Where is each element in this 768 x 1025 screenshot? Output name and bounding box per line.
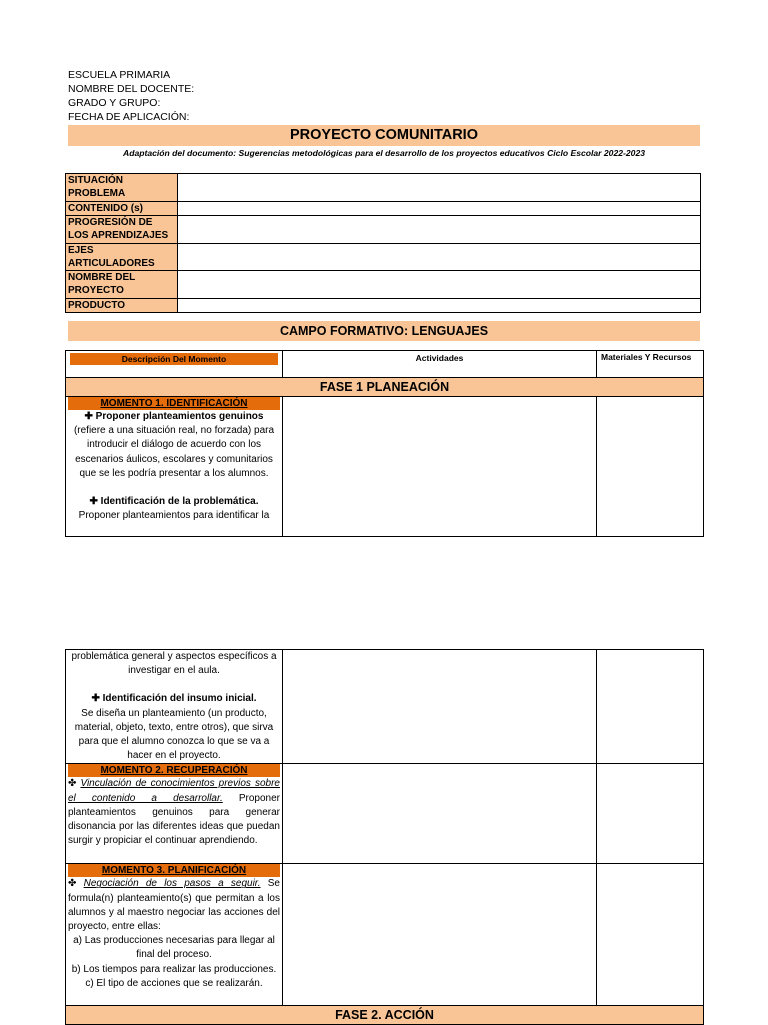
bullet-icon: ✚ [84,411,96,422]
info-label: NOMBRE DEL PROYECTO [66,271,178,299]
bullet1-title: Proponer planteamientos genuinos [95,411,264,422]
bullet3-text: Se diseña un planteamiento (un producto, material, objeto, texto, entre otros), que sirva para que el alumno conozca lo que se va a hacer en el proyecto. [74,707,274,762]
planning-table-bottom [65,649,704,1025]
info-value-cell[interactable] [178,299,701,313]
momento-3-lead: Negociación de los pasos a seguir. [83,878,261,890]
momento-2-activities-cell[interactable] [283,764,597,864]
info-value-cell[interactable] [178,244,701,271]
desc-header-label: Descripción Del Momento [70,353,278,365]
project-info-table [65,173,701,313]
momento-1-materials-cell[interactable] [597,397,704,537]
momento-2-desc [66,764,283,864]
momento-1-desc-continued [66,650,283,764]
page-subtitle: Adaptación del documento: Sugerencias metodológicas para el desarrollo de los proyectos educativos Ciclo Escolar 2022-2023 [123,148,645,158]
school-label: ESCUELA PRIMARIA [68,69,171,81]
momento-3-item-b: b) Los tiempos para realizar las producciones. [71,963,277,975]
momento-1-activities-cell[interactable] [283,397,597,537]
info-label: EJES ARTICULADORES [66,244,178,271]
info-value-cell[interactable] [178,216,701,244]
momento-3-item-c: c) El tipo de acciones que se realizarán. [85,977,263,989]
momento-3-text: Se formula(n) planteamiento(s) que permitan a los alumnos y al maestro negociar las acciones del proyecto, entre ellas: [68,878,280,933]
bullet3-title: Identificación del insumo inicial. [102,693,257,705]
bullet-icon: ✤ [68,878,84,890]
page-title: PROYECTO COMUNITARIO [68,125,700,146]
momento-2-heading: MOMENTO 2. RECUPERACIÓN [68,764,280,777]
momento-1-materials-continued[interactable] [597,650,704,764]
bullet2-text-a: Proponer planteamientos para identificar la [78,510,270,522]
info-value-cell[interactable] [178,271,701,299]
bullet-icon: ✤ [68,778,81,790]
momento-3-activities-cell[interactable] [283,864,597,1006]
momento-2-lead: Vinculación de conocimientos previos sobre el contenido a desarrollar. [68,778,280,804]
campo-formativo-title: CAMPO FORMATIVO: LENGUAJES [68,321,700,341]
column-header-desc [66,351,283,378]
grade-label: GRADO Y GRUPO: [68,97,161,109]
momento-3-desc [66,864,283,1006]
bullet-icon: ✚ [89,496,101,508]
phase-1-header: FASE 1 PLANEACIÓN [66,378,704,397]
momento-3-item-a: a) Las producciones necesarias para llegar al final del proceso. [73,935,275,961]
info-label: PRODUCTO [66,299,178,313]
column-header-materials: Materiales Y Recursos [597,351,704,378]
momento-3-heading: MOMENTO 3. PLANIFICACIÓN [68,864,280,877]
bullet1-text: (refiere a una situación real, no forzada) para introducir el diálogo de acuerdo con los escenarios áulicos, escolares y comunitarios que se les podría presentar a los alumnos. [73,425,275,479]
phase-2-header: FASE 2. ACCIÓN [66,1006,704,1025]
momento-2-text: Proponer planteamientos genuinos para generar disonancia por las diferentes ideas que puedan surgir y propiciar el continuar aprendiendo. [68,792,280,847]
info-label: CONTENIDO (s) [66,202,178,216]
info-value-cell[interactable] [178,202,701,216]
bullet2-title: Identificación de la problemática. [100,496,259,508]
momento-1-heading: MOMENTO 1. IDENTIFICACIÓN [68,397,280,410]
momento-3-materials-cell[interactable] [597,864,704,1006]
momento-1-activities-continued[interactable] [283,650,597,764]
bullet2-text-b: problemática general y aspectos específicos a investigar en el aula. [71,651,277,677]
info-value-cell[interactable] [178,174,701,202]
bullet-icon: ✚ [91,693,103,705]
info-label: SITUACIÓN PROBLEMA [66,174,178,202]
info-label: PROGRESIÓN DE LOS APRENDIZAJES [66,216,178,244]
date-label: FECHA DE APLICACIÓN: [68,111,190,123]
momento-1-desc [66,397,283,537]
momento-2-materials-cell[interactable] [597,764,704,864]
column-header-activities: Actividades [283,351,597,378]
teacher-label: NOMBRE DEL DOCENTE: [68,83,195,95]
planning-table-top [65,350,704,537]
